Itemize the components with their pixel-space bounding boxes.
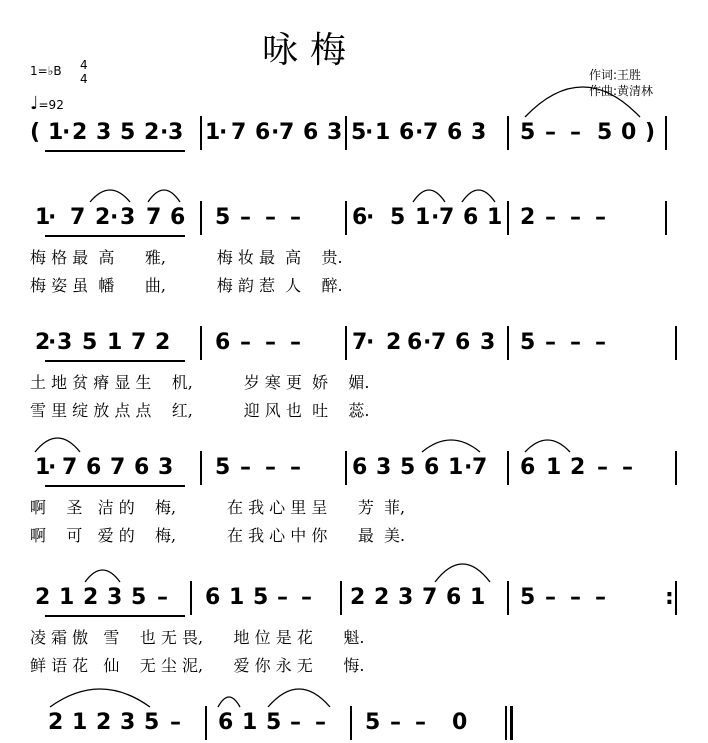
note-token: 2	[83, 585, 99, 610]
note-token: 2	[374, 585, 390, 610]
note-token: –	[570, 585, 581, 610]
note-token: –	[290, 330, 301, 355]
bar-line	[200, 326, 202, 360]
note-token: 5	[520, 585, 536, 610]
note-token: 6	[215, 330, 231, 355]
note-token: 1	[35, 455, 51, 480]
bar-line	[350, 706, 352, 740]
note-token: 5	[253, 585, 269, 610]
note-token: –	[415, 710, 426, 735]
note-token: 2	[35, 585, 51, 610]
note-token: 1	[546, 455, 562, 480]
note-token: –	[290, 205, 301, 230]
note-token: –	[595, 205, 606, 230]
lyric-line-1: 土 地 贫 瘠 显 生 机, 岁 寒 更 娇 媚.	[30, 373, 370, 392]
note-token: 6	[352, 455, 368, 480]
note-token: 2	[520, 205, 536, 230]
note-token: ·	[110, 205, 119, 230]
key-note: B	[53, 64, 62, 78]
note-token: 6	[205, 585, 221, 610]
note-token: –	[315, 710, 326, 735]
note-token: –	[545, 120, 556, 145]
note-token: 2	[95, 205, 111, 230]
note-token: 1	[375, 120, 391, 145]
note-token: 5	[400, 455, 416, 480]
bar-line	[505, 706, 507, 740]
key-signature	[30, 58, 88, 86]
tempo-value: =92	[38, 98, 64, 112]
bar-line	[665, 116, 667, 150]
note-token: 6	[520, 455, 536, 480]
note-token: 6	[447, 120, 463, 145]
note-token: 6	[455, 330, 471, 355]
bar-line	[675, 451, 677, 485]
note-token: –	[290, 710, 301, 735]
bar-line	[507, 116, 509, 150]
bar-line	[507, 581, 509, 615]
note-token: 1	[107, 330, 123, 355]
note-token: 6	[134, 455, 150, 480]
note-token: ·	[431, 205, 440, 230]
note-token: 0	[452, 710, 468, 735]
note-token: 7	[439, 205, 455, 230]
note-token: –	[570, 330, 581, 355]
note-token: –	[170, 710, 181, 735]
bar-line	[665, 201, 667, 235]
note-token: –	[545, 585, 556, 610]
note-token: –	[290, 455, 301, 480]
bar-line	[200, 201, 202, 235]
note-token: 7	[431, 330, 447, 355]
note-token: –	[595, 330, 606, 355]
note-token: ·	[160, 120, 169, 145]
note-token: ·	[464, 455, 473, 480]
tempo-mark	[30, 93, 64, 114]
note-token: 5	[520, 330, 536, 355]
bar-line	[345, 451, 347, 485]
bar-line	[507, 326, 509, 360]
note-token: –	[240, 330, 251, 355]
note-token: 3	[327, 120, 343, 145]
note-token: 3	[168, 120, 184, 145]
note-token: ·	[219, 120, 228, 145]
slur-arc	[50, 689, 150, 707]
note-token: –	[265, 205, 276, 230]
note-token: ·	[365, 120, 374, 145]
bar-line	[345, 326, 347, 360]
note-token: 2	[72, 120, 88, 145]
note-token: –	[570, 205, 581, 230]
note-token: 6	[86, 455, 102, 480]
slur-arc	[85, 570, 120, 582]
note-token: –	[240, 205, 251, 230]
note-token: 6	[218, 710, 234, 735]
slur-arc	[422, 440, 480, 452]
note-token: 7	[110, 455, 126, 480]
note-token: 2	[35, 330, 51, 355]
note-token: 7	[279, 120, 295, 145]
note-token: –	[240, 455, 251, 480]
beam-line	[45, 615, 185, 617]
note-token: ·	[48, 455, 57, 480]
beam-line	[45, 150, 185, 152]
beam-line	[45, 235, 185, 237]
quarter-note-icon: ♩	[30, 93, 39, 114]
lyric-line-1: 啊 圣 洁 的 梅, 在 我 心 里 呈 芳 菲,	[30, 498, 406, 517]
note-token: 3	[158, 455, 174, 480]
slur-arc	[435, 564, 490, 582]
final-bar-line	[510, 706, 513, 740]
note-token: 1	[487, 205, 503, 230]
note-token: 3	[57, 330, 73, 355]
note-token: 2	[386, 330, 402, 355]
note-token: 3	[120, 710, 136, 735]
note-token: 6	[255, 120, 271, 145]
note-token: 1	[59, 585, 75, 610]
note-token: 3	[96, 120, 112, 145]
note-token: 7	[131, 330, 147, 355]
note-token: 1	[72, 710, 88, 735]
flat-sign: ♭	[47, 64, 54, 78]
slur-arc	[525, 440, 570, 452]
note-token: –	[157, 585, 168, 610]
note-token: ·	[415, 120, 424, 145]
note-token: (	[30, 120, 41, 145]
note-token: ·	[366, 205, 375, 230]
note-token: 5	[520, 120, 536, 145]
note-token: )	[645, 120, 656, 145]
note-token: 5	[365, 710, 381, 735]
note-token: 7	[70, 205, 86, 230]
note-token: –	[595, 585, 606, 610]
bar-line	[675, 326, 677, 360]
note-token: 1	[205, 120, 221, 145]
note-token: ·	[48, 205, 57, 230]
song-title: 咏梅	[262, 30, 359, 71]
note-token: 7	[146, 205, 162, 230]
note-token: 6	[352, 205, 368, 230]
note-token: 5	[266, 710, 282, 735]
note-token: 1	[35, 205, 51, 230]
note-token: 2	[570, 455, 586, 480]
note-token: –	[545, 330, 556, 355]
note-token: ·	[62, 120, 71, 145]
note-token: 7	[422, 585, 438, 610]
note-token: 5	[82, 330, 98, 355]
note-token: –	[265, 330, 276, 355]
note-token: 6	[446, 585, 462, 610]
composer-credit: 作曲:黄清林	[589, 84, 654, 98]
note-token: 5	[120, 120, 136, 145]
slur-arc	[35, 438, 80, 452]
lyric-line-2: 啊 可 爱 的 梅, 在 我 心 中 你 最 美.	[30, 526, 406, 545]
lyric-line-1: 梅 格 最 高 雅, 梅 妆 最 高 贵.	[30, 248, 343, 267]
note-token: 1	[48, 120, 64, 145]
note-token: –	[390, 710, 401, 735]
note-token: :	[665, 585, 674, 610]
note-token: –	[622, 455, 633, 480]
note-token: 6	[407, 330, 423, 355]
note-token: 2	[96, 710, 112, 735]
note-token: ·	[366, 330, 375, 355]
note-token: 6	[424, 455, 440, 480]
lyric-line-2: 梅 姿 虽 幡 曲, 梅 韵 惹 人 醉.	[30, 276, 343, 295]
note-token: 7	[231, 120, 247, 145]
note-token: 7	[423, 120, 439, 145]
note-token: 5	[144, 710, 160, 735]
note-token: 6	[303, 120, 319, 145]
note-token: 5	[215, 205, 231, 230]
bar-line	[200, 116, 202, 150]
bar-line	[507, 451, 509, 485]
beam-line	[45, 485, 185, 487]
note-token: 2	[144, 120, 160, 145]
note-token: 5	[390, 205, 406, 230]
note-token: 1	[470, 585, 486, 610]
note-token: 7	[472, 455, 488, 480]
note-token: 5	[131, 585, 147, 610]
lyric-line-1: 凌 霜 傲 雪 也 无 畏, 地 位 是 花 魁.	[30, 628, 365, 647]
note-token: 7	[62, 455, 78, 480]
bar-line	[340, 581, 342, 615]
note-token: 6	[463, 205, 479, 230]
slur-arc	[413, 190, 445, 202]
bar-line	[205, 706, 207, 740]
bar-line	[190, 581, 192, 615]
note-token: 1	[242, 710, 258, 735]
note-token: 6	[170, 205, 186, 230]
note-token: –	[277, 585, 288, 610]
note-token: –	[545, 205, 556, 230]
note-token: 2	[48, 710, 64, 735]
slur-arc	[218, 697, 240, 707]
bar-line	[200, 451, 202, 485]
lyric-line-2: 雪 里 绽 放 点 点 红, 迎 风 也 吐 蕊.	[30, 401, 370, 420]
bar-line	[345, 201, 347, 235]
note-token: –	[301, 585, 312, 610]
note-token: 0	[621, 120, 637, 145]
bar-line	[675, 581, 677, 615]
note-token: 5	[215, 455, 231, 480]
beam-line	[45, 360, 185, 362]
note-token: 3	[120, 205, 136, 230]
slur-arc	[148, 190, 180, 202]
note-token: 3	[376, 455, 392, 480]
note-token: ·	[271, 120, 280, 145]
note-token: 5	[597, 120, 613, 145]
lyric-line-2: 鲜 语 花 仙 无 尘 泥, 爱 你 永 无 悔.	[30, 656, 365, 675]
time-bottom: 4	[80, 72, 88, 86]
note-token: 3	[398, 585, 414, 610]
note-token: ·	[423, 330, 432, 355]
note-token: –	[265, 455, 276, 480]
slur-arc	[90, 190, 130, 202]
note-token: 6	[399, 120, 415, 145]
note-token: –	[570, 120, 581, 145]
note-token: –	[597, 455, 608, 480]
bar-line	[507, 201, 509, 235]
bar-line	[345, 116, 347, 150]
note-token: 1	[415, 205, 431, 230]
note-token: 2	[155, 330, 171, 355]
time-top: 4	[80, 58, 88, 72]
note-token: 7	[352, 330, 368, 355]
note-token: ·	[48, 330, 57, 355]
lyricist-credit: 作词:王胜	[589, 68, 642, 82]
note-token: 5	[351, 120, 367, 145]
note-token: 3	[107, 585, 123, 610]
slur-arc	[462, 190, 495, 202]
note-token: 3	[480, 330, 496, 355]
note-token: 2	[350, 585, 366, 610]
note-token: 1	[448, 455, 464, 480]
note-token: 3	[471, 120, 487, 145]
slur-arc	[268, 689, 330, 707]
note-token: 1	[229, 585, 245, 610]
key-label: 1=	[30, 64, 48, 78]
